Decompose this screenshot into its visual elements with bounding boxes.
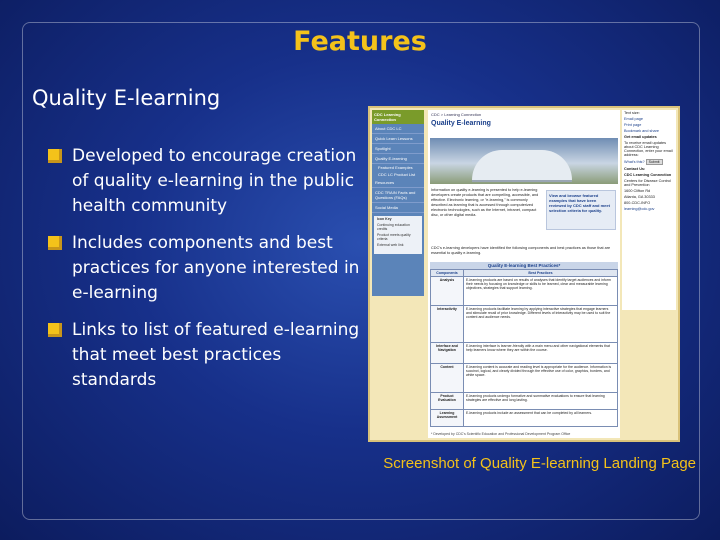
embedded-screenshot	[368, 106, 680, 442]
table-cell-practice: E-learning products facilitate learning by applying interactive strategies that engage learners and stimulate recall of prior knowledge. Different levels of interactivity may be used to suit the content and audience needs.	[464, 306, 618, 343]
email-row	[622, 158, 676, 166]
best-practices-table	[430, 262, 618, 427]
slide-subtitle: Quality E-learning	[32, 86, 221, 110]
left-nav	[372, 110, 424, 296]
left-nav-item[interactable]: CDC TRAIN Facts and Questions (FAQs)	[372, 188, 424, 203]
bullet-text: Developed to encourage creation of quality e-learning in the public health community	[72, 146, 357, 216]
table-cell-practice: E-learning products include an assessment that can be completed by all learners.	[464, 410, 618, 427]
table-caption: Quality E-learning Best Practices*	[430, 262, 618, 269]
table-row	[431, 306, 618, 343]
bullet-item	[48, 144, 366, 219]
icon-key-item: External web link	[377, 243, 404, 247]
contact-org: CDC Learning Connection	[624, 173, 672, 177]
icon-key	[374, 216, 422, 254]
submit-button[interactable]: Submit	[646, 159, 663, 165]
contact-line: 1600 Clifton Rd	[624, 189, 651, 193]
left-nav-item[interactable]: Spotlight	[372, 144, 424, 154]
email-updates-blurb: To receive email updates about CDC Learning Connection, enter your email address:	[624, 141, 673, 157]
checkbox-bullet-icon	[48, 149, 62, 163]
bullet-text: Includes components and best practices for anyone interested in e-learning	[72, 233, 360, 303]
contact-email-link[interactable]: learning@cdc.gov	[624, 207, 655, 211]
print-page-link[interactable]: Print page	[624, 123, 642, 127]
left-nav-header[interactable]: CDC Learning Connection	[372, 110, 424, 124]
page-title: Quality E-learning	[431, 120, 491, 127]
table-cell-component: Interface and Navigation	[431, 343, 464, 364]
building-arch-image	[472, 150, 572, 180]
email-page-link[interactable]: Email page	[624, 117, 643, 121]
left-nav-item[interactable]: Social Media	[372, 203, 424, 213]
checkbox-bullet-icon	[48, 323, 62, 337]
table-row	[431, 364, 618, 393]
bullet-list	[48, 144, 366, 405]
table-cell-practice: E-learning products undergo formative and summative evaluations to ensure that learning strategies are effective and long lasting.	[464, 393, 618, 410]
table-cell-component: Content	[431, 364, 464, 393]
main-content	[428, 110, 620, 438]
intro-text-2: CDC's e-learning developers have identified the following components and best practices as those that are essential to quality e-learning.	[431, 246, 611, 255]
featured-examples-callout[interactable]: View and browse featured examples that have been reviewed by CDC staff and meet selection criteria for quality.	[546, 190, 616, 230]
bullet-item	[48, 318, 366, 393]
left-nav-subitem[interactable]: Featured Examples	[378, 165, 413, 170]
whats-this-link[interactable]: What's this?	[624, 160, 645, 164]
text-size-label[interactable]: Text size:	[624, 111, 640, 115]
contact-line: 800-CDC-INFO	[624, 201, 651, 205]
table-cell-practice: E-learning interface is learner-friendly with a main menu and other navigational elements that help learners know where they are within the course.	[464, 343, 618, 364]
breadcrumb[interactable]: CDC > Learning Connection	[431, 112, 482, 117]
table-footnote: * Developed by CDC's Scientific Education and Professional Development Program Office	[431, 432, 571, 436]
table-cell-practice: E-learning content is accurate and reading level is appropriate for the audience. Information is succinct, logical, and clearly divided through the effective use of color, graphics, borders, and white space.	[464, 364, 618, 393]
table-row	[431, 277, 618, 306]
icon-key-title: Icon Key	[377, 217, 392, 221]
bullet-item	[48, 231, 366, 306]
table-header: Components	[431, 270, 464, 277]
left-nav-item[interactable]: About CDC LC	[372, 124, 424, 134]
left-nav-item[interactable]: Quick Learn Lessons	[372, 134, 424, 144]
icon-key-item: Product meets quality criteria	[377, 233, 411, 241]
contact-line: Atlanta, GA 30333	[624, 195, 655, 199]
checkbox-bullet-icon	[48, 236, 62, 250]
bullet-text: Links to list of featured e-learning that meet best practices standards	[72, 320, 360, 390]
contact-line: Centers for Disease Control and Prevention	[624, 179, 671, 187]
screenshot-caption: Screenshot of Quality E-learning Landing Page	[383, 455, 696, 472]
table-row	[431, 393, 618, 410]
table-row	[431, 343, 618, 364]
icon-key-item: Continuing education credits	[377, 223, 410, 231]
table-cell-component: Learning Assessment	[431, 410, 464, 427]
slide-title: Features	[293, 26, 427, 57]
left-nav-item-active[interactable]: Quality E-learning	[372, 154, 424, 164]
table-row	[431, 410, 618, 427]
table-cell-component: Interactivity	[431, 306, 464, 343]
table-cell-component: Product Evaluation	[431, 393, 464, 410]
contact-title: Contact Us:	[624, 167, 646, 171]
table-header: Best Practices	[464, 270, 618, 277]
right-sidebar	[622, 110, 676, 310]
table-cell-practice: E-learning products are based on results of analyses that identify target audiences and inform their needs by focusing on knowledge or skills to be learned, clear and measurable learning objectives, strategies that support learning.	[464, 277, 618, 306]
bookmark-share-link[interactable]: Bookmark and share	[624, 129, 660, 133]
table-cell-component: Analysis	[431, 277, 464, 306]
left-nav-subitem[interactable]: CDC LC Product List	[378, 172, 416, 177]
hero-image	[430, 138, 618, 184]
left-nav-item[interactable]: Resources	[372, 178, 424, 188]
email-updates-title[interactable]: Get email updates	[624, 135, 657, 139]
intro-text: Information on quality e-learning is presented to help e-learning developers create products that are compelling, accessible, and effective. Electronic learning, or "e-learning," is commonly described as learning that is accessed through computerized electronic technologies, such as the Internet, intranet, compact disc, or other digital media.	[431, 188, 539, 217]
